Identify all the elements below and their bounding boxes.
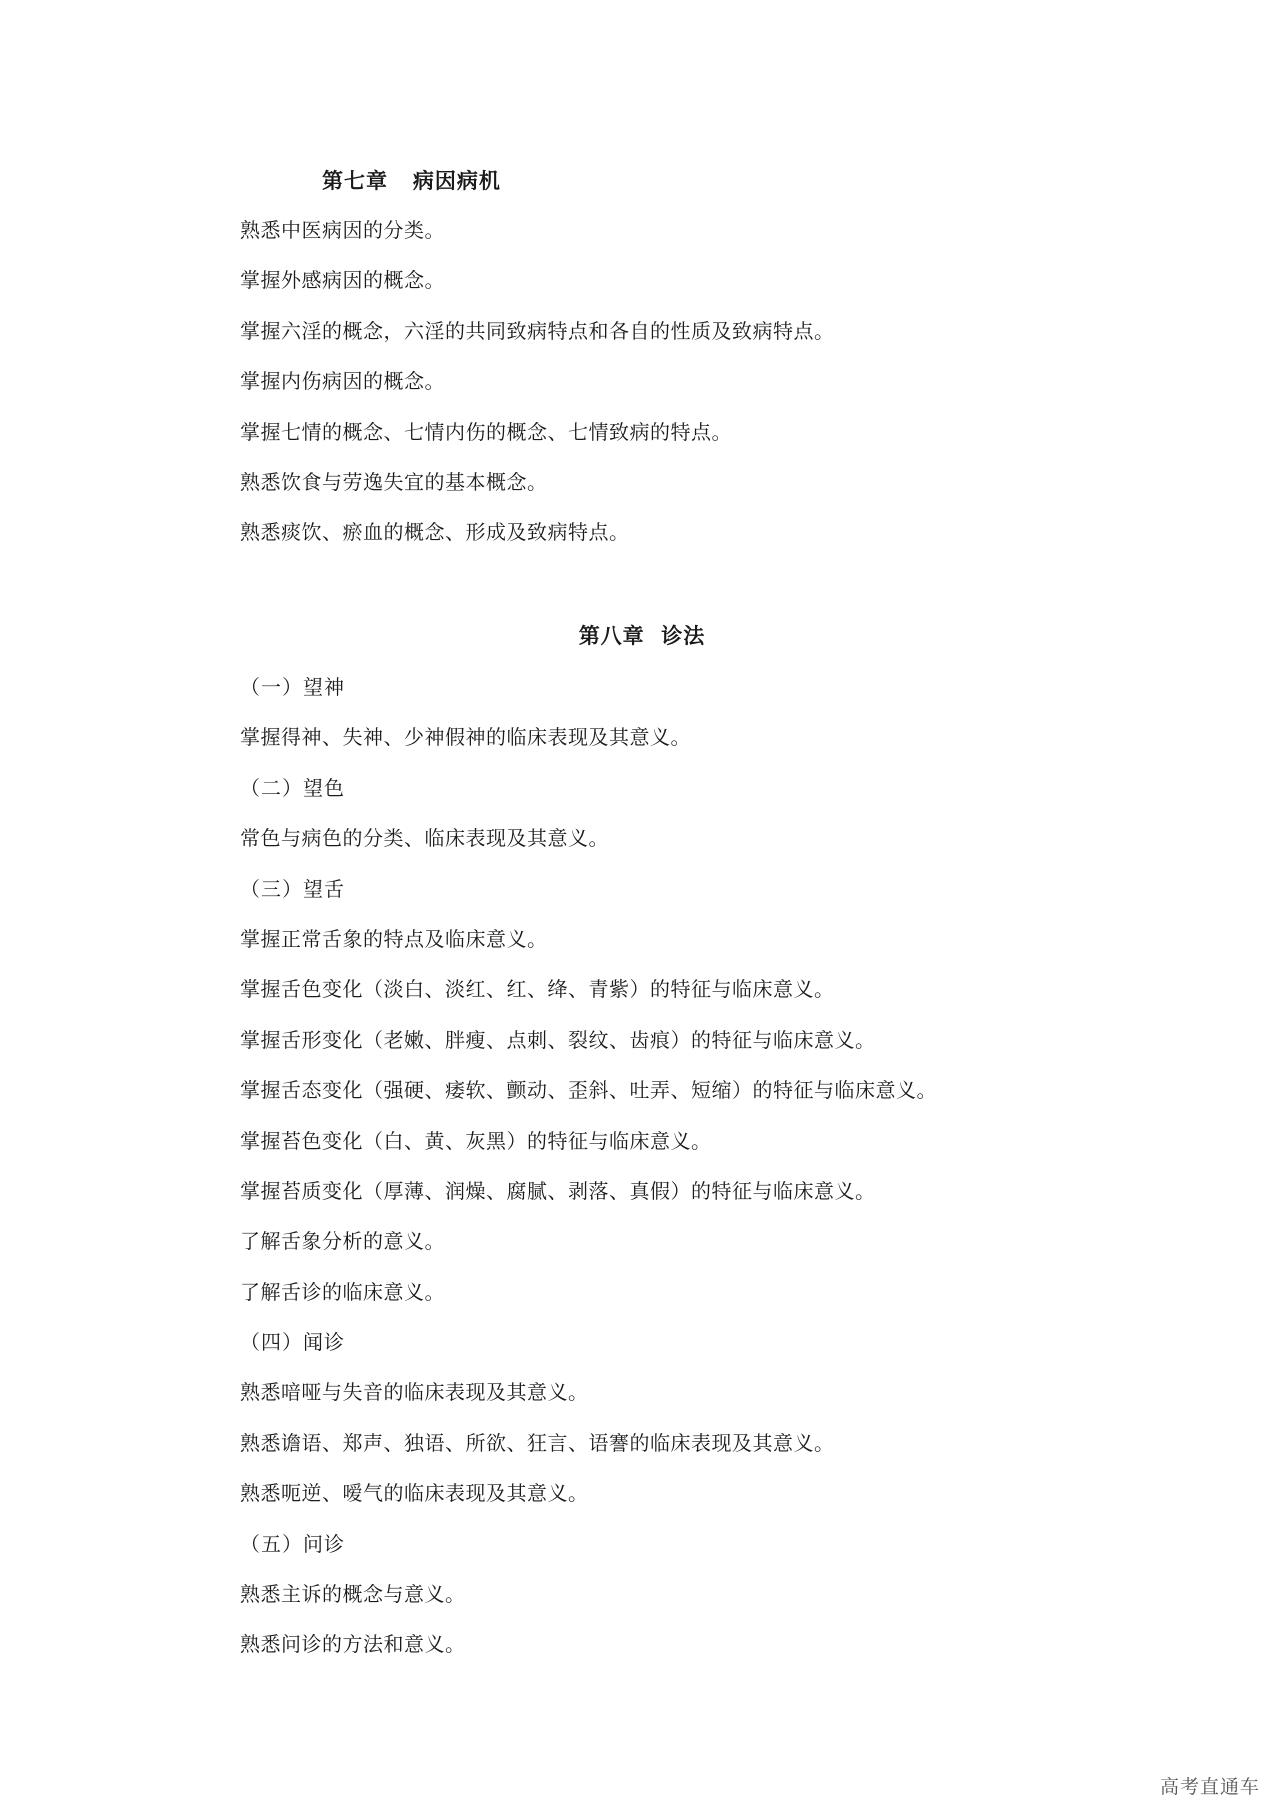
chapter-8-line: 熟悉问诊的方法和意义。	[240, 1632, 466, 1657]
watermark-text: 高考直通车	[1159, 1776, 1260, 1798]
section-heading-wangshen: （一）望神	[240, 675, 345, 699]
chapter-8-line: 掌握得神、失神、少神假神的临床表现及其意义。	[240, 725, 691, 750]
chapter-8-line: 掌握舌态变化（强硬、痿软、颤动、歪斜、吐弄、短缩）的特征与临床意义。	[240, 1078, 937, 1103]
chapter-8-line: 熟悉呃逆、嗳气的临床表现及其意义。	[240, 1481, 589, 1506]
chapter-7-content	[240, 205, 1220, 558]
chapter-7-heading: 第七章 病因病机	[322, 168, 501, 193]
chapter-7-line: 熟悉中医病因的分类。	[240, 218, 445, 242]
chapter-7-line: 熟悉饮食与劳逸失宜的基本概念。	[240, 469, 548, 494]
chapter-7-line: 熟悉痰饮、瘀血的概念、形成及致病特点。	[240, 520, 630, 545]
chapter-8-line: 掌握舌色变化（淡白、淡红、红、绛、青紫）的特征与临床意义。	[240, 977, 835, 1002]
chapter-7-line: 掌握内伤病因的概念。	[240, 369, 445, 394]
section-heading-wangse: （二）望色	[240, 775, 345, 800]
chapter-8-line: 熟悉喑哑与失音的临床表现及其意义。	[240, 1380, 589, 1405]
chapter-8-line: 掌握舌形变化（老嫩、胖瘦、点刺、裂纹、齿痕）的特征与临床意义。	[240, 1027, 876, 1052]
chapter-8-line: 掌握苔色变化（白、黄、灰黑）的特征与临床意义。	[240, 1128, 712, 1153]
chapter-8-heading: 第八章 诊法	[578, 623, 706, 648]
chapter-8-line: 常色与病色的分类、临床表现及其意义。	[240, 826, 609, 851]
chapter-7-line: 掌握七情的概念、七情内伤的概念、七情致病的特点。	[240, 419, 732, 444]
chapter-8-line: 掌握正常舌象的特点及临床意义。	[240, 926, 548, 951]
chapter-8-content	[240, 662, 1220, 1670]
chapter-8-line: 了解舌象分析的意义。	[240, 1229, 445, 1254]
chapter-7-line: 掌握外感病因的概念。	[240, 268, 445, 293]
chapter-8-line: 掌握苔质变化（厚薄、润燥、腐腻、剥落、真假）的特征与临床意义。	[240, 1178, 876, 1203]
section-heading-wenzhen-listen: （四）闻诊	[240, 1330, 345, 1355]
chapter-8-line: 了解舌诊的临床意义。	[240, 1279, 445, 1304]
chapter-8-line: 熟悉谵语、郑声、独语、所欲、狂言、语謇的临床表现及其意义。	[240, 1430, 835, 1455]
section-heading-wenzhen-ask: （五）问诊	[240, 1531, 345, 1556]
section-heading-wangshe: （三）望舌	[240, 876, 345, 901]
chapter-7-line: 掌握六淫的概念，六淫的共同致病特点和各自的性质及致病特点。	[240, 318, 835, 343]
chapter-8-line: 熟悉主诉的概念与意义。	[240, 1582, 466, 1607]
